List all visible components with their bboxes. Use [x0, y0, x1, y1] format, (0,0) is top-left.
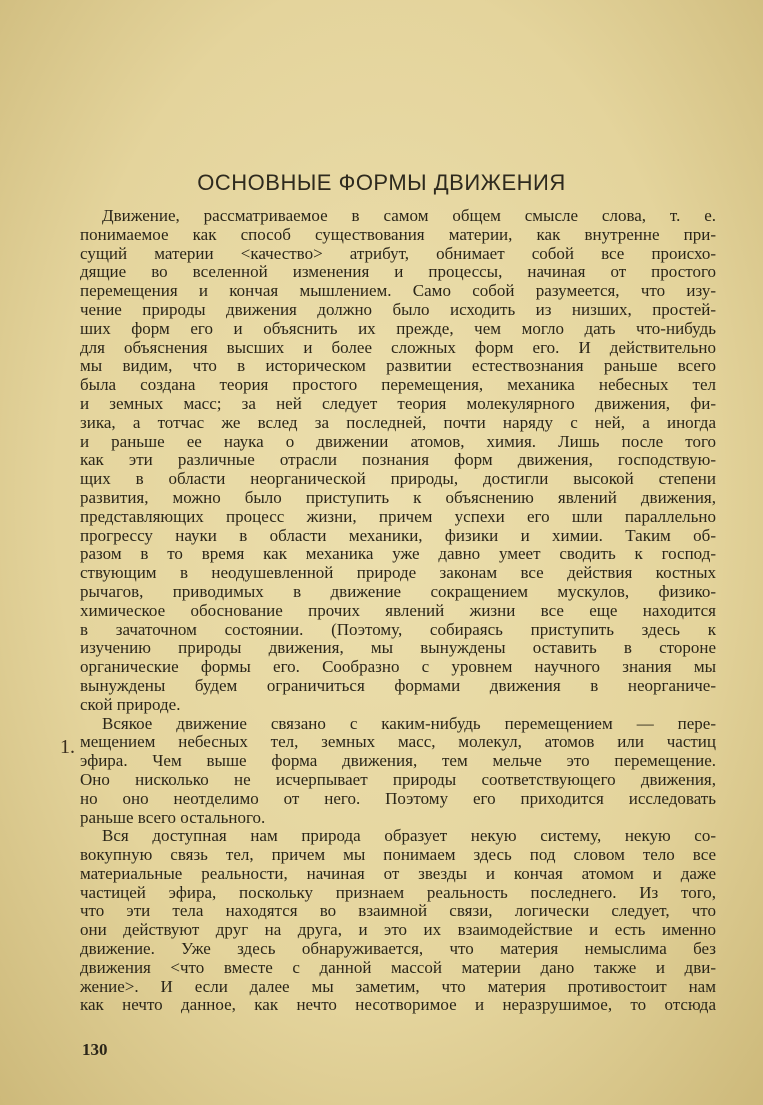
text-line: но оно неотделимо от него. Поэтому его приходится исследовать — [80, 788, 716, 808]
page-number: 130 — [82, 1040, 108, 1059]
text-line: материальные реальности, начиная от звезды и кончая атомом и даже — [80, 863, 716, 883]
text-line: Всякое движение связано с каким-нибудь перемещением — пере- — [102, 713, 716, 733]
text-line: дящие во вселенной изменения и процессы, начиная от простого — [80, 262, 716, 282]
text-line: эфира. Чем выше форма движения, тем мельче это перемещение. — [80, 751, 716, 771]
text-line: перемещения и кончая мышлением. Само собой разумеется, что изу- — [80, 281, 716, 301]
text-line: движение. Уже здесь обнаруживается, что материя немыслима без — [80, 939, 716, 959]
text-line: вынуждены будем ограничиться формами движения в неорганиче- — [80, 675, 716, 695]
text-line: как нечто данное, как нечто несотворимое и неразрушимое, то отсюда — [80, 995, 716, 1015]
text-line: зика, а тотчас же вслед за последней, почти наряду с ней, а иногда — [80, 412, 716, 432]
page-title: ОСНОВНЫЕ ФОРМЫ ДВИЖЕНИЯ — [197, 170, 566, 195]
text-line: Вся доступная нам природа образует некую систему, некую со- — [102, 826, 716, 846]
text-line: как эти различные отрасли познания форм движения, господствую- — [80, 450, 716, 470]
margin-annotation: 1. — [60, 736, 75, 758]
text-line: мы видим, что в историческом развитии естествознания раньше всего — [80, 356, 716, 376]
paragraph — [80, 207, 716, 715]
body-text — [80, 207, 716, 1015]
text-line: они действуют друг на друга, и это их взаимодействие и есть именно — [80, 920, 716, 940]
text-line: органические формы его. Сообразно с уровнем научного знания мы — [80, 657, 716, 677]
text-line: прогрессу науки в области механики, физики и химии. Таким об- — [80, 525, 716, 545]
text-line: раньше всего остального. — [80, 807, 266, 827]
text-line: Движение, рассматриваемое в самом общем смысле слова, т. е. — [102, 206, 716, 225]
text-line: в зачаточном состоянии. (Поэтому, собираясь приступить здесь к — [80, 619, 716, 639]
text-line: и земных масс; за ней следует теория молекулярного движения, фи- — [80, 393, 716, 413]
text-line: ших форм его и объяснить их прежде, чем могло дать что-нибудь — [80, 318, 716, 338]
text-line: мещением небесных тел, земных масс, молекул, атомов или частиц — [80, 732, 716, 752]
text-line: разом в то время как механика уже давно умеет сводить к господ- — [80, 544, 716, 564]
text-line: что эти тела находятся во взаимной связи, логически следует, что — [80, 901, 716, 921]
text-line: понимаемое как способ существования материи, как внутренне при- — [80, 224, 716, 244]
text-line: частицей эфира, поскольку признаем реальность последнего. Из того, — [80, 882, 716, 902]
text-line: развития, можно было приступить к объяснению явлений движения, — [80, 487, 716, 507]
text-line: сущий материи <качество> атрибут, обнимает собой все происхо- — [80, 243, 716, 263]
text-line: Оно нисколько не исчерпывает природы соответствующего движения, — [80, 769, 716, 789]
text-line: жение>. И если далее мы заметим, что материя противостоит нам — [80, 976, 716, 996]
text-line: чение природы движения должно было исходить из низших, простей- — [80, 299, 716, 319]
text-line: химическое обоснование прочих явлений жизни все еще находится — [80, 600, 716, 620]
paragraph — [80, 715, 716, 828]
text-line: для объяснения высших и более сложных форм его. И действительно — [80, 337, 716, 357]
text-line: щих в области неорганической природы, достигли высокой степени — [80, 469, 716, 489]
text-line: рычагов, приводимых в движение сокращением мускулов, физико- — [80, 581, 716, 601]
text-line: была создана теория простого перемещения, механика небесных тел — [80, 375, 716, 395]
text-line: движения <что вместе с данной массой материи дано также и дви- — [80, 957, 716, 977]
text-line: вокупную связь тел, причем мы понимаем здесь под словом тело все — [80, 845, 716, 865]
text-line: изучению природы движения, мы вынуждены оставить в стороне — [80, 638, 716, 658]
text-line: ской природе. — [80, 694, 181, 714]
text-line: и раньше ее наука о движении атомов, химия. Лишь после того — [80, 431, 716, 451]
paragraph — [80, 827, 716, 1015]
text-line: ствующим в неодушевленной природе законам все действия костных — [80, 563, 716, 583]
text-line: представляющих процесс жизни, причем успехи его шли параллельно — [80, 506, 716, 526]
